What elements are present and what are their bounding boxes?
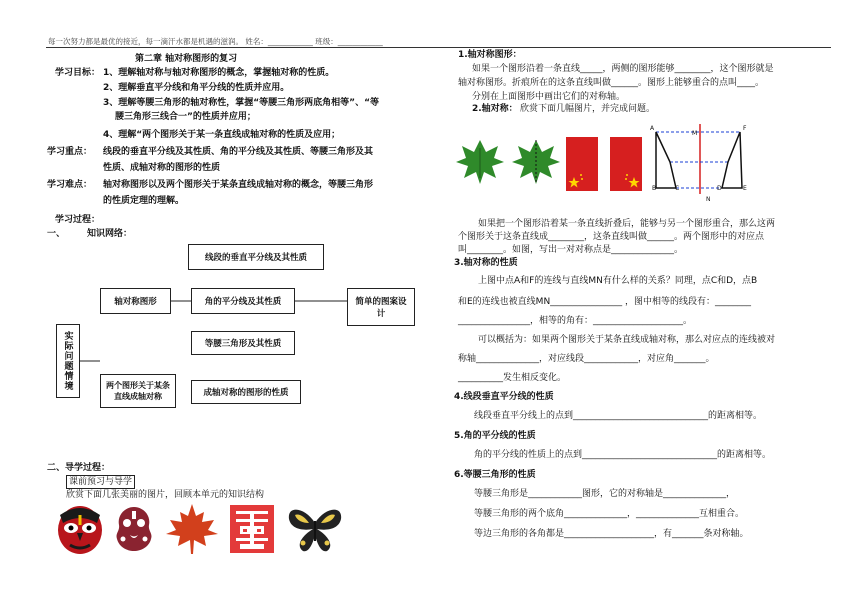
chapter-title: 第二章 轴对称图形的复习	[135, 54, 238, 64]
section2-title: 二、导学过程：	[47, 463, 111, 473]
s1-line1: 如果一个图形沿着一条直线_____，两侧的图形能够________，这个图形就是	[472, 64, 774, 74]
node-two-figures: 两个图形关于某条直线成轴对称	[100, 374, 176, 408]
difficulty-b: 的性质定理的理解。	[103, 196, 185, 206]
node-axial-props: 成轴对称的图形的性质	[191, 380, 301, 404]
s2-line3: 叫________。如图，写出一对对称点是______________。	[458, 245, 684, 255]
point-f-label: F	[743, 125, 747, 132]
goal-2: 2、理解垂直平分线和角平分线的性质并应用。	[103, 83, 290, 93]
maple-leaf-image	[162, 502, 222, 556]
double-happiness-image	[230, 505, 274, 553]
s3-line1: 上图中点A和F的连线与直线MN有什么样的关系？同理，点C和D，点B	[478, 276, 758, 286]
red-flag-image-1	[566, 137, 598, 191]
s6-line3: 等边三角形的各角都是____________________，有_______条对称轴。	[474, 529, 749, 539]
s4-title: 4.线段垂直平分线的性质	[454, 392, 554, 402]
green-leaf-image-2	[510, 138, 562, 186]
point-e-label: E	[743, 185, 747, 192]
point-d-label: D	[717, 185, 722, 192]
symmetric-triangles-figure	[648, 122, 750, 196]
s3-line6: __________发生相反变化。	[458, 373, 567, 383]
section1-num: 一、	[47, 229, 66, 239]
goal-3b: 腰三角形三线合一”的性质并应用；	[115, 112, 256, 122]
goals-label: 学习目标：	[55, 68, 101, 78]
point-a-label: A	[650, 125, 655, 132]
point-c-label: C	[675, 185, 680, 192]
opera-mask-image	[55, 503, 105, 555]
difficulty-a: 轴对称图形以及两个图形关于某条直线成轴对称的概念，等腰三角形	[103, 180, 374, 190]
key-label: 学习重点：	[47, 147, 93, 157]
s1-line2: 轴对称图形。折痕所在的这条直线叫做______。图形上能够重合的点叫____。	[458, 78, 765, 88]
red-flag-image-2	[610, 137, 642, 191]
s2-intro: 欣赏下面几幅图片，并完成问题。	[520, 104, 656, 114]
s1-line3: 分别在上面图形中画出它们的对称轴。	[472, 92, 626, 102]
node-perp-bisector: 线段的垂直平分线及其性质	[188, 244, 324, 270]
key-points-b: 性质、成轴对称的图形的性质	[103, 163, 221, 173]
s5-title: 5.角的平分线的性质	[454, 431, 536, 441]
s2-title: 2.轴对称：	[472, 104, 518, 114]
node-isosceles: 等腰三角形及其性质	[191, 331, 295, 355]
node-pattern-design: 简单的图案设计	[347, 288, 415, 326]
s6-title: 6.等腰三角形的性质	[454, 470, 536, 480]
s5-line1: 角的平分线的性质上的点到______________________________的距离相等。	[474, 450, 772, 460]
point-m-label: M	[692, 130, 698, 137]
s6-line1: 等腰三角形是____________图形，它的对称轴是______________，	[474, 489, 736, 499]
goal-3a: 3、理解等腰三角形的轴对称性，掌握“等腰三角形两底角相等”、“等	[103, 98, 380, 108]
s3-line3: ________________，相等的角有：____________________。	[458, 316, 693, 326]
preview-label: 课前预习与导学	[66, 475, 135, 489]
header-motto: 每一次努力都是最优的接近，每一滴汗水都是机遇的滋润。 姓名：____________ 班级：____________	[48, 37, 383, 46]
butterfly-image	[285, 505, 345, 555]
node-angle-bisector: 角的平分线及其性质	[191, 288, 295, 314]
point-b-label: B	[652, 185, 657, 192]
s6-line2: 等腰三角形的两个底角______________，______________互相重合。	[474, 509, 745, 519]
difficulty-label: 学习难点：	[47, 180, 93, 190]
node-real-problem: 实际问题情境	[56, 324, 80, 398]
s2-line2: 个图形关于这条直线成________，这条直线叫做______。两个图形中的对应点	[458, 232, 765, 242]
goal-1: 1、理解轴对称与轴对称图形的概念，掌握轴对称的性质。	[103, 68, 335, 78]
green-leaf-image-1	[454, 138, 506, 186]
goal-4: 4、理解“两个图形关于某一条直线成轴对称的性质及应用；	[103, 130, 341, 140]
s1-title: 1.轴对称图形：	[458, 50, 522, 60]
preview-text: 欣赏下面几张美丽的图片，回顾本单元的知识结构	[66, 490, 265, 500]
papercut-image	[111, 503, 157, 555]
s3-line2: 和E的连线也被直线MN________________ ，图中相等的线段有：________	[458, 297, 752, 307]
s3-title: 3.轴对称的性质	[454, 258, 518, 268]
key-points-a: 线段的垂直平分线及其性质、角的平分线及其性质、等腰三角形及其	[103, 147, 374, 157]
s2-line1: 如果把一个图形沿着某一条直线折叠后，能够与另一个图形重合，那么这两	[478, 219, 776, 229]
point-n-label: N	[706, 196, 711, 203]
section1-title: 知识网络：	[87, 229, 133, 239]
node-axial-figure: 轴对称图形	[100, 288, 171, 314]
s3-line4: 可以概括为：如果两个图形关于某条直线成轴对称，那么对应点的连线被对	[478, 335, 776, 345]
s4-line1: 线段垂直平分线上的点到______________________________的距离相等。	[474, 411, 763, 421]
s3-line5: 称轴______________，对应线段____________，对应角_______。	[458, 354, 715, 364]
process-label: 学习过程：	[55, 215, 101, 225]
